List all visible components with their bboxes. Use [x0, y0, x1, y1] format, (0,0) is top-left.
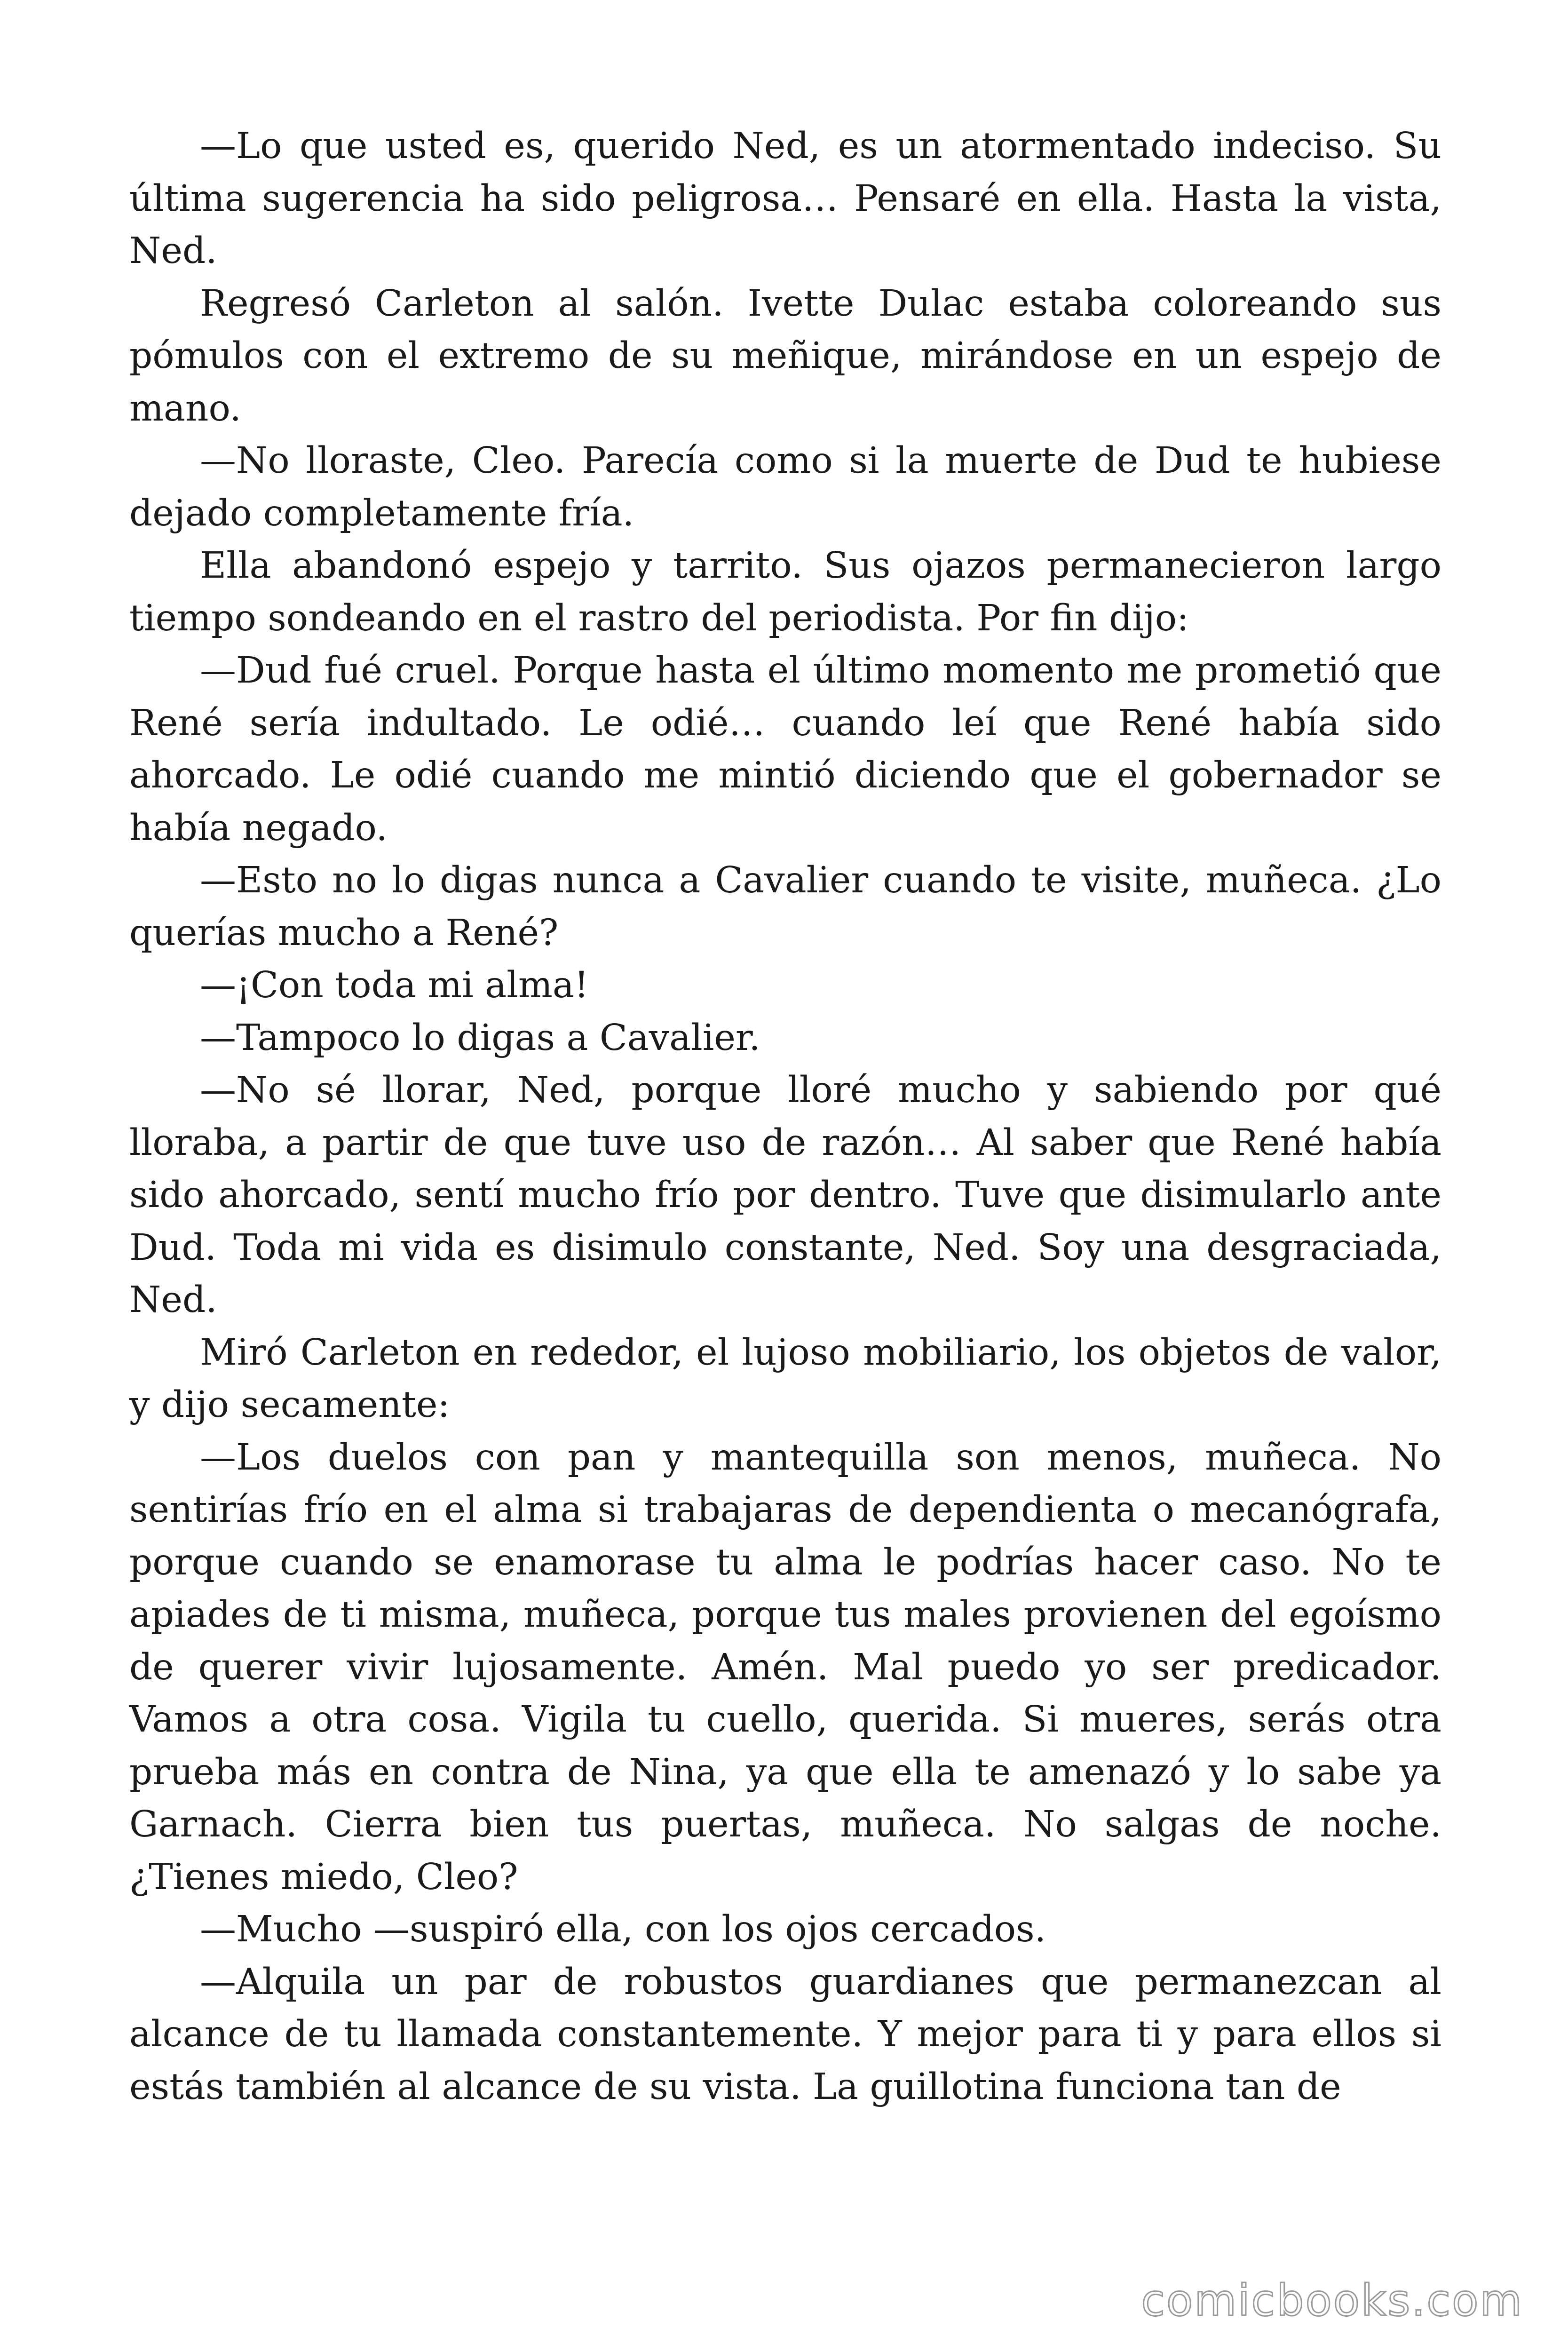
paragraph: —Los duelos con pan y mantequilla son menos, muñeca. No sentirías frío en el alma si trabajaras de dependienta o mecanógrafa, porque cuando se enamorase tu alma le podrías hacer caso. No te apiades de ti misma, muñeca, porque tus males provienen del egoísmo de querer vivir lujosamente. Amén. Mal puedo yo ser predicador. Vamos a otra cosa. Vigila tu cuello, querida. Si mueres, serás otra prueba más en contra de Nina, ya que ella te amenazó y lo sabe ya Garnach. Cierra bien tus puertas, muñeca. No salgas de noche. ¿Tienes miedo, Cleo? [129, 1436, 1441, 1898]
paragraph: —Esto no lo digas nunca a Cavalier cuando te visite, muñeca. ¿Lo querías mucho a René? [129, 859, 1441, 954]
paragraph: —No lloraste, Cleo. Parecía como si la muerte de Dud te hubiese dejado completamente fría. [129, 440, 1441, 534]
body-text [129, 120, 1441, 2113]
paragraph: Ella abandonó espejo y tarrito. Sus ojazos permanecieron largo tiempo sondeando en el rastro del periodista. Por fin dijo: [129, 545, 1441, 639]
paragraph: —Mucho —suspiró ella, con los ojos cercados. [200, 1908, 1046, 1950]
paragraph: —Tampoco lo digas a Cavalier. [200, 1017, 760, 1059]
paragraph: —Dud fué cruel. Porque hasta el último momento me prometió que René sería indultado. Le odié… cuando leí que René había sido ahorcado. Le odié cuando me mintió diciendo que el gobernador se había negado. [129, 650, 1441, 849]
paragraph: Miró Carleton en rededor, el lujoso mobiliario, los objetos de valor, y dijo secamente: [129, 1331, 1441, 1426]
paragraph: Regresó Carleton al salón. Ivette Dulac estaba coloreando sus pómulos con el extremo de su meñique, mirándose en un espejo de mano. [129, 282, 1441, 429]
paragraph: —Lo que usted es, querido Ned, es un atormentado indeciso. Su última sugerencia ha sido peligrosa… Pensaré en ella. Hasta la vista, Ned. [129, 125, 1441, 272]
paragraph: —Alquila un par de robustos guardianes que permanezcan al alcance de tu llamada constantemente. Y mejor para ti y para ellos si estás también al alcance de su vista. La guillotina funciona tan de [129, 1961, 1441, 2108]
watermark: comicbooks.com [1141, 2275, 1523, 2326]
paragraph: —No sé llorar, Ned, porque lloré mucho y sabiendo por qué lloraba, a partir de que tuve uso de razón… Al saber que René había sido ahorcado, sentí mucho frío por dentro. Tuve que disimularlo ante Dud. Toda mi vida es disimulo constante, Ned. Soy una desgraciada, Ned. [129, 1069, 1441, 1321]
paragraph: —¡Con toda mi alma! [200, 964, 589, 1006]
